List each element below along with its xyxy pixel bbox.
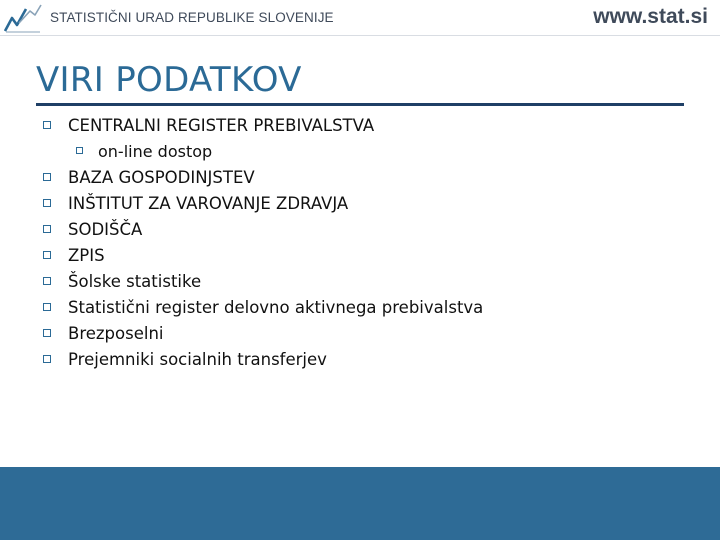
square-bullet-icon	[43, 355, 51, 363]
footer-band	[0, 467, 720, 540]
slide-title: VIRI PODATKOV	[36, 60, 302, 100]
list-item-label: BAZA GOSPODINJSTEV	[68, 168, 255, 187]
square-bullet-icon	[43, 199, 51, 207]
surs-logo-icon	[4, 3, 42, 33]
list-item-label: Prejemniki socialnih transferjev	[68, 350, 327, 369]
website-url[interactable]: www.stat.si	[593, 5, 708, 28]
square-bullet-icon	[43, 251, 51, 259]
list-item-label: CENTRALNI REGISTER PREBIVALSTVA	[68, 116, 375, 135]
square-bullet-icon	[76, 147, 83, 154]
title-underline	[36, 103, 684, 106]
square-bullet-icon	[43, 121, 51, 129]
organization-name: STATISTIČNI URAD REPUBLIKE SLOVENIJE	[50, 10, 334, 25]
list-item-label: ZPIS	[68, 246, 105, 265]
square-bullet-icon	[43, 173, 51, 181]
list-item-label: Statistični register delovno aktivnega prebivalstva	[68, 298, 484, 317]
list-item-label: on-line dostop	[98, 142, 213, 161]
square-bullet-icon	[43, 225, 51, 233]
list-item-label: Šolske statistike	[68, 272, 202, 291]
square-bullet-icon	[43, 329, 51, 337]
header-bar	[0, 0, 720, 36]
list-item-label: INŠTITUT ZA VAROVANJE ZDRAVJA	[68, 194, 349, 213]
square-bullet-icon	[43, 303, 51, 311]
header-divider	[0, 35, 720, 36]
square-bullet-icon	[43, 277, 51, 285]
list-item-label: Brezposelni	[68, 324, 164, 343]
list-item-label: SODIŠČA	[68, 220, 143, 239]
